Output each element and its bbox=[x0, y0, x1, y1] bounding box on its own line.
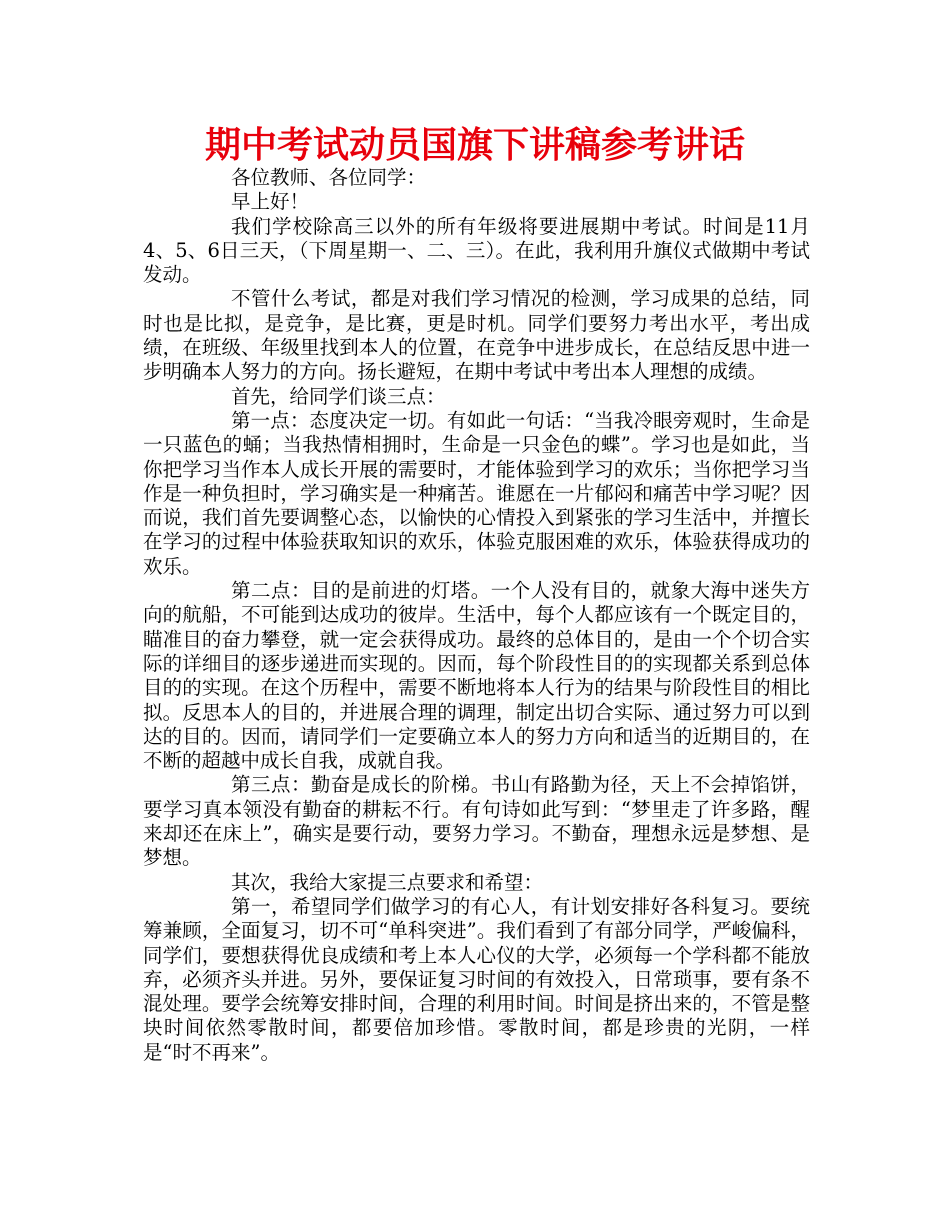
body-paragraph: 其次，我给大家提三点要求和希望： bbox=[231, 870, 544, 894]
body-paragraph: 首先，给同学们谈三点： bbox=[231, 384, 446, 408]
body-paragraph: 我们学校除高三以外的所有年级将要进展期中考试。时间是11月4、5、6日三天，（下周星期一、二、三）。在此，我利用升旗仪式做期中考试发动。 bbox=[143, 214, 810, 287]
document-body bbox=[143, 166, 810, 1065]
document-title: 期中考试动员国旗下讲稿参考讲话 bbox=[204, 125, 745, 166]
greeting-paragraph: 各位教师、各位同学： bbox=[231, 166, 427, 189]
body-paragraph: 第二点：目的是前进的灯塔。一个人没有目的，就象大海中迷失方向的航船，不可能到达成功的彼岸。生活中，每个人都应该有一个既定目的，瞄准目的奋力攀登，就一定会获得成功。最终的总体目的，是由一个个切合实际的详细目的逐步递进而实现的。因而，每个阶段性目的的实现都关系到总体目的的实现。在这个历程中，需要不断地将本人行为的结果与阶段性目的相比拟。反思本人的目的，并进展合理的调理，制定出切合实际、通过努力可以到达的目的。因而，请同学们一定要确立本人的努力方向和适当的近期目的，在不断的超越中成长自我，成就自我。 bbox=[143, 579, 810, 773]
body-paragraph: 第一，希望同学们做学习的有心人，有计划安排好各科复习。要统筹兼顾，全面复习，切不可“单科突进”。我们看到了有部分同学，严峻偏科，同学们，要想获得优良成绩和考上本人心仪的大学，必须每一个学科都不能放弃，必须齐头并进。另外，要保证复习时间的有效投入，日常琐事，要有条不混处理。要学会统筹安排时间，合理的利用时间。时间是挤出来的，不管是整块时间依然零散时间，都要倍加珍惜。零散时间，都是珍贵的光阴，一样是“时不再来”。 bbox=[143, 894, 810, 1064]
body-paragraph: 不管什么考试，都是对我们学习情况的检测，学习成果的总结，同时也是比拟，是竞争，是比赛，更是时机。同学们要努力考出水平，考出成绩，在班级、年级里找到本人的位置，在竞争中进步成长，在总结反思中进一步明确本人努力的方向。扬长避短，在期中考试中考出本人理想的成绩。 bbox=[143, 287, 810, 384]
body-paragraph: 第三点：勤奋是成长的阶梯。书山有路勤为径，天上不会掉馅饼，要学习真本领没有勤奋的耕耘不行。有句诗如此写到：“梦里走了许多路，醒来却还在床上”，确实是要行动，要努力学习。不勤奋，理想永远是梦想、是梦想。 bbox=[143, 773, 810, 870]
salutation-paragraph: 早上好！ bbox=[231, 190, 310, 214]
body-paragraph: 第一点：态度决定一切。有如此一句话：“当我冷眼旁观时，生命是一只蓝色的蛹；当我热情相拥时，生命是一只金色的蝶”。学习也是如此，当你把学习当作本人成长开展的需要时，才能体验到学习的欢乐；当你把学习当作是一种负担时，学习确实是一种痛苦。谁愿在一片郁闷和痛苦中学习呢？因而说，我们首先要调整心态，以愉快的心情投入到紧张的学习生活中，并擅长在学习的过程中体验获取知识的欢乐，体验克服困难的欢乐，体验获得成功的欢乐。 bbox=[143, 408, 810, 578]
